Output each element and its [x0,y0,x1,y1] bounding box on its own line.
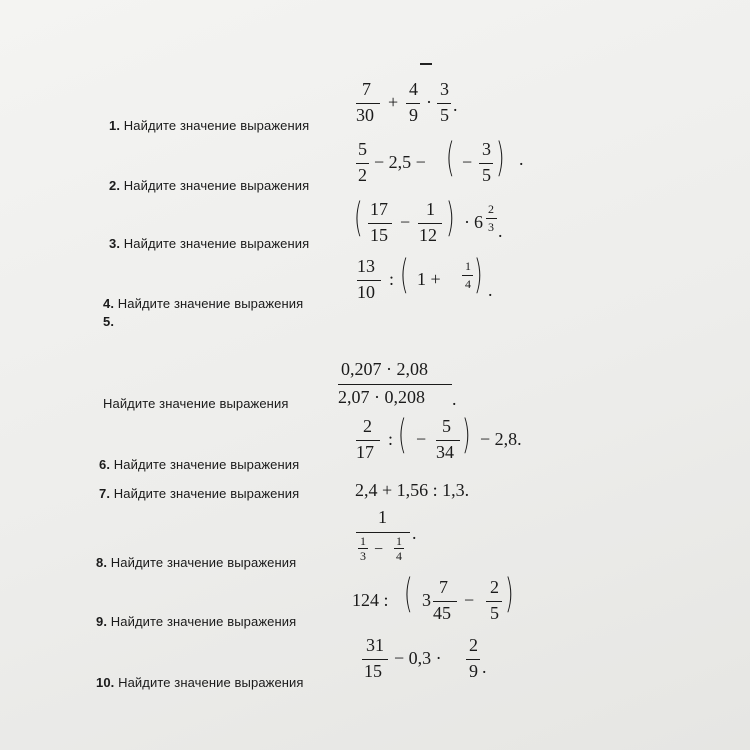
fraction-numerator: 1 [465,259,471,273]
problem-text: Найдите значение выражения [117,296,304,311]
problem-number: 2. [109,178,121,193]
fraction-bar [486,601,502,602]
fraction-bar [368,223,392,224]
fraction-numerator: 2 [490,577,499,597]
problem-text: Найдите значение выражения [110,614,297,629]
left-paren: ( [404,571,413,617]
fraction-denominator: 9 [409,105,418,125]
small-numerator: 1 [360,534,366,548]
division-colon: : [388,429,394,449]
fraction-numerator: 0,207 · 2,08 [341,359,428,379]
problem-2-label [109,178,309,193]
problem-text: Найдите значение выражения [113,486,300,501]
fraction-bar [479,163,493,164]
fraction-numerator: 1 [378,507,387,527]
dot-operator: · [464,212,470,232]
problem-text: Найдите значение выражения [110,555,297,570]
fraction-bar [486,218,497,219]
left-paren: ( [400,252,409,298]
division-colon: : [389,269,395,289]
period: . [498,221,503,241]
problem-text: Найдите значение выражения [113,457,300,472]
fraction-denominator: 2 [358,165,367,185]
dot-operator: · [426,92,432,112]
problem-number: 6. [99,457,111,472]
problem-9-label [96,614,296,629]
fraction-numerator: 5 [358,139,367,159]
problem-1-label [109,118,309,133]
problem-text: Найдите значение выражения [123,178,310,193]
fraction-numerator: 7 [439,577,448,597]
fraction-numerator: 17 [370,199,388,219]
fraction-numerator: 7 [362,79,371,99]
fraction-denominator: 15 [370,225,388,245]
problem-number: 3. [109,236,121,251]
fraction-numerator: 2 [469,635,478,655]
fraction-denominator: 15 [364,661,382,681]
left-paren: ( [446,135,455,181]
mixed-whole: 3 [422,590,431,610]
problem-number: 7. [99,486,111,501]
fraction-denominator: 10 [357,282,375,302]
fraction-numerator: 3 [482,139,491,159]
dividend-colon: 124 : [352,590,389,610]
small-denominator: 3 [360,549,366,563]
fraction-numerator: 2 [363,416,372,436]
fraction-numerator: 13 [357,256,375,276]
problem-number: 1. [109,118,121,133]
fraction-bar [462,275,473,276]
fraction-bar [362,659,388,660]
fraction-numerator: 5 [442,416,451,436]
problem-4-label [103,296,303,311]
fraction-numerator: 31 [366,635,384,655]
fraction-bar [356,532,410,533]
right-paren: ) [446,195,455,241]
minus-operator: − [464,590,475,610]
fraction-denominator: 34 [436,442,454,462]
minus-operator: − [374,541,384,558]
period: . [519,149,524,169]
right-paren: ) [462,412,471,458]
left-paren: ( [354,195,363,241]
problem-7-label [99,486,299,501]
fraction-denominator: 12 [419,225,437,245]
top-pen-mark [420,63,432,65]
negative-sign: − [462,152,473,172]
problem-number: 5. [103,314,115,329]
problem-text: Найдите значение выражения [118,675,304,690]
problem-10-label [96,675,304,690]
expression-text: 2,4 + 1,56 : 1,3. [355,480,470,500]
minus-operator: − [400,212,411,232]
negative-sign: − [416,429,427,449]
fraction-denominator: 5 [482,165,491,185]
fraction-denominator: 5 [490,603,499,623]
fraction-denominator: 3 [488,220,494,234]
problem-number: 10. [96,675,115,690]
problem-8-label [96,555,296,570]
fraction-denominator: 9 [469,661,478,681]
problem-number: 9. [96,614,108,629]
problem-text: Найдите значение выражения [123,118,310,133]
fraction-denominator: 2,07 · 0,208 [338,387,425,407]
problem-number: 8. [96,555,108,570]
subtraction-terms: − 0,3 · [394,648,442,668]
fraction-bar [433,601,457,602]
fraction-denominator: 45 [433,603,451,623]
small-denominator: 4 [396,549,402,563]
period: . [412,523,417,543]
fraction-numerator: 4 [409,79,418,99]
problem-text: Найдите значение выражения [123,236,310,251]
fraction-denominator: 4 [465,277,471,291]
right-paren: ) [505,571,514,617]
fraction-bar [356,163,369,164]
period: . [488,280,493,300]
fraction-denominator: 5 [440,105,449,125]
fraction-bar [356,440,380,441]
tail-terms: − 2,8. [480,429,522,449]
small-numerator: 1 [396,534,402,548]
problem-text: Найдите значение выражения [103,396,289,411]
fraction-denominator: 30 [356,105,374,125]
period: . [482,657,487,677]
fraction-denominator: 17 [356,442,374,462]
problem-5-number [103,314,114,329]
period: . [452,389,457,409]
problem-3-label [109,236,309,251]
fraction-bar [356,103,380,104]
plus-operator: + [388,92,399,112]
left-paren: ( [398,412,407,458]
period: . [453,95,458,115]
right-paren: ) [496,135,505,181]
fraction-bar [357,280,381,281]
subtraction-terms: − 2,5 − [374,152,426,172]
fraction-bar [338,384,452,385]
fraction-numerator: 1 [426,199,435,219]
fraction-numerator: 2 [488,202,494,216]
fraction-bar [466,659,480,660]
problem-6-label [99,457,299,472]
problem-5-label [103,396,288,411]
fraction-bar [418,223,442,224]
mixed-whole: 6 [474,212,483,232]
right-paren: ) [474,252,483,298]
fraction-bar [436,440,460,441]
fraction-bar [406,103,420,104]
problem-number: 4. [103,296,115,311]
one-plus: 1 + [417,269,441,289]
fraction-numerator: 3 [440,79,449,99]
fraction-bar [437,103,451,104]
